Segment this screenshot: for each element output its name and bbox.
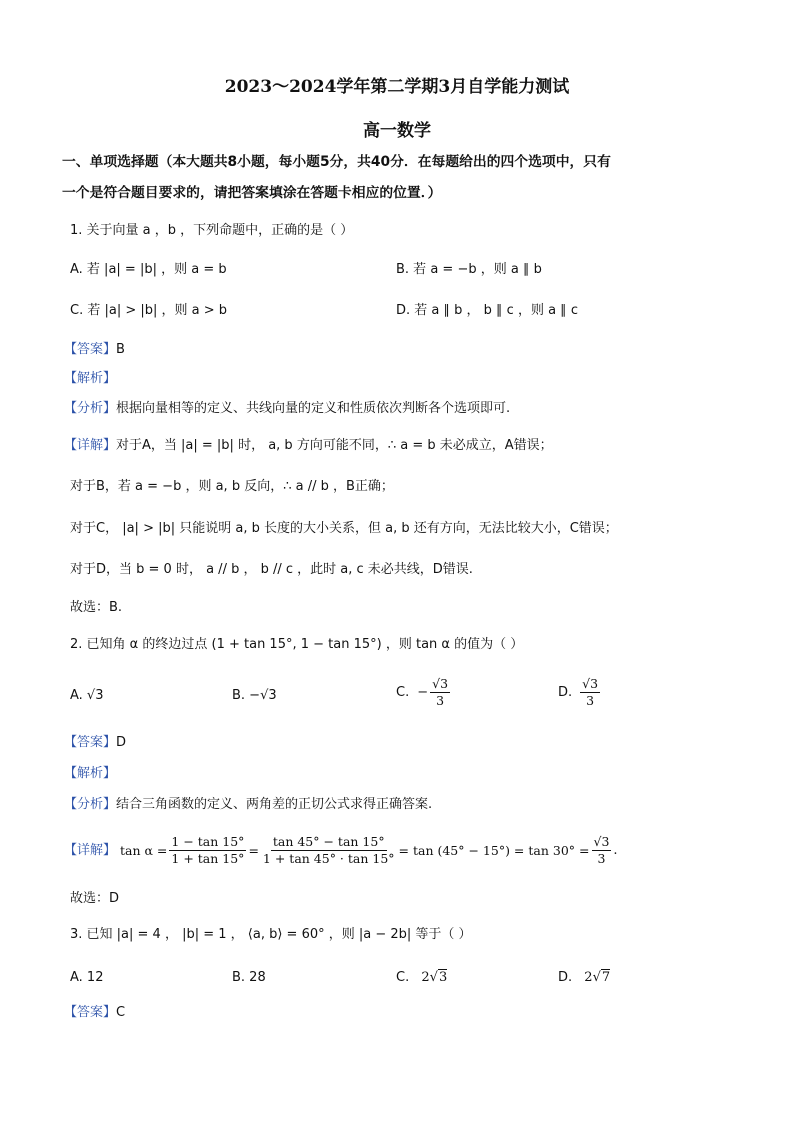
q1-detail-1-text: 对于A，当 |a| = |b| 时， a, b 方向可能不同，∴ a = b 未必成立，A错误； (116, 438, 553, 453)
q1-option-c: C. 若 |a| > |b| ，则 a > b (70, 303, 228, 318)
q1-option-b: B. 若 a = −b ，则 a ∥ b (396, 262, 542, 277)
section-heading-line1: 一、单项选择题（本大题共8小题，每小题5分，共40分．在每题给出的四个选项中，只有 (62, 154, 611, 170)
q1-detail-2: 对于B，若 a = −b ，则 a, b 反向，∴ a // b ，B正确； (70, 479, 394, 494)
eq-lhs: tan α = (120, 842, 168, 858)
q2-option-d (558, 676, 602, 709)
q1-analyze (64, 400, 510, 418)
analyze-label: 【分析】 (64, 797, 117, 812)
analysis-label: 【解析】 (64, 371, 117, 386)
q1-option-a: A. 若 |a| = |b| ，则 a = b (70, 262, 227, 277)
q2-option-c-sign: − (417, 684, 429, 700)
q2-analyze (64, 796, 432, 814)
q3-option-c-label: C. (396, 970, 410, 985)
q1-choose-value: B. (109, 600, 123, 615)
answer-label: 【答案】 (64, 342, 117, 357)
answer-label: 【答案】 (64, 1005, 117, 1020)
q2-option-d-numerator: √3 (582, 676, 599, 691)
q2-option-c-numerator: √3 (432, 676, 449, 691)
q3-answer (64, 1004, 125, 1022)
q1-answer (64, 341, 125, 359)
eq-fraction-2 (261, 834, 397, 867)
q2-option-c-label: C. (396, 684, 410, 700)
q3-stem: 3. 已知 |a| = 4 ， |b| = 1 ， ⟨a, b⟩ = 60° ，则 |a − 2b| 等于（ ） (70, 927, 472, 942)
q3-option-d (558, 969, 610, 987)
detail-label: 【详解】 (64, 438, 117, 453)
q1-option-d: D. 若 a ∥ b ， b ∥ c ，则 a ∥ c (396, 303, 578, 318)
q2-option-d-label: D. (558, 684, 573, 700)
q3-option-d-label: D. (558, 970, 573, 985)
eq-fraction-3-denominator: 3 (597, 851, 606, 866)
analyze-label: 【分析】 (64, 401, 117, 416)
q2-option-c-denominator: 3 (436, 693, 445, 708)
q2-detail-equation (64, 834, 618, 867)
eq-fraction-1-numerator: 1 − tan 15° (171, 834, 245, 849)
q1-stem: 1. 关于向量 a ，b ，下列命题中，正确的是（ ） (70, 223, 354, 238)
choose-label: 故选： (70, 600, 110, 615)
q3-option-c-coef: 2 (421, 970, 430, 985)
exam-subtitle: 高一数学 (363, 121, 431, 141)
choose-label: 故选： (70, 891, 110, 906)
q2-choose-value: D (109, 891, 120, 906)
q3-option-c-radicand: 3 (438, 970, 448, 985)
q2-answer (64, 734, 126, 752)
q2-choose (70, 890, 119, 908)
q3-answer-value: C (116, 1005, 126, 1020)
q2-stem: 2. 已知角 α 的终边过点 (1 + tan 15°, 1 − tan 15°) ，则 tan α 的值为（ ） (70, 637, 524, 652)
eq-fraction-2-numerator: tan 45° − tan 15° (272, 834, 385, 849)
q2-analysis-label (64, 765, 116, 783)
q3-option-a: A. 12 (70, 970, 104, 985)
eq-end: . (613, 842, 618, 858)
q2-option-c-fraction (430, 676, 450, 709)
q1-analyze-text: 根据向量相等的定义、共线向量的定义和性质依次判断各个选项即可. (116, 401, 511, 416)
q1-detail-1 (64, 437, 553, 455)
eq-fraction-1 (169, 834, 246, 867)
q2-answer-value: D (116, 735, 127, 750)
q1-detail-3: 对于C， |a| > |b| 只能说明 a, b 长度的大小关系，但 a, b 还有方向，无法比较大小，C错误； (70, 521, 618, 536)
q2-option-b: B. −√3 (232, 688, 277, 703)
q3-option-d-radicand: 7 (601, 970, 611, 985)
q2-option-c (396, 676, 452, 709)
eq-fraction-3 (592, 834, 612, 867)
q3-option-d-coef: 2 (584, 970, 593, 985)
q3-option-c (396, 969, 447, 987)
q2-option-d-fraction (580, 676, 600, 709)
detail-label: 【详解】 (64, 842, 117, 858)
q1-choose (70, 599, 122, 617)
analysis-label: 【解析】 (64, 766, 117, 781)
answer-label: 【答案】 (64, 735, 117, 750)
exam-title: 2023～2024学年第二学期3月自学能力测试 (224, 77, 570, 97)
q3-option-c-value: 2√3 (421, 970, 448, 985)
q1-detail-4: 对于D，当 b = 0 时， a // b ， b // c ，此时 a, c 未必共线，D错误. (70, 562, 473, 577)
q3-option-d-value: 2√7 (584, 970, 611, 985)
eq-mid-2: = tan (45° − 15°) = tan 30° = (398, 842, 590, 858)
q1-analysis-label (64, 370, 116, 388)
eq-fraction-2-denominator: 1 + tan 45° · tan 15° (262, 851, 395, 866)
eq-fraction-1-denominator: 1 + tan 15° (171, 851, 245, 866)
q3-option-b: B. 28 (232, 970, 266, 985)
q2-analyze-text: 结合三角函数的定义、两角差的正切公式求得正确答案. (116, 797, 433, 812)
q1-answer-value: B (116, 342, 125, 357)
eq-mid-1: = (248, 842, 259, 858)
section-heading-line2: 一个是符合题目要求的，请把答案填涂在答题卡相应的位置．） (62, 185, 442, 201)
q2-option-d-denominator: 3 (586, 693, 595, 708)
q2-option-a: A. √3 (70, 688, 104, 703)
eq-fraction-3-numerator: √3 (593, 834, 610, 849)
